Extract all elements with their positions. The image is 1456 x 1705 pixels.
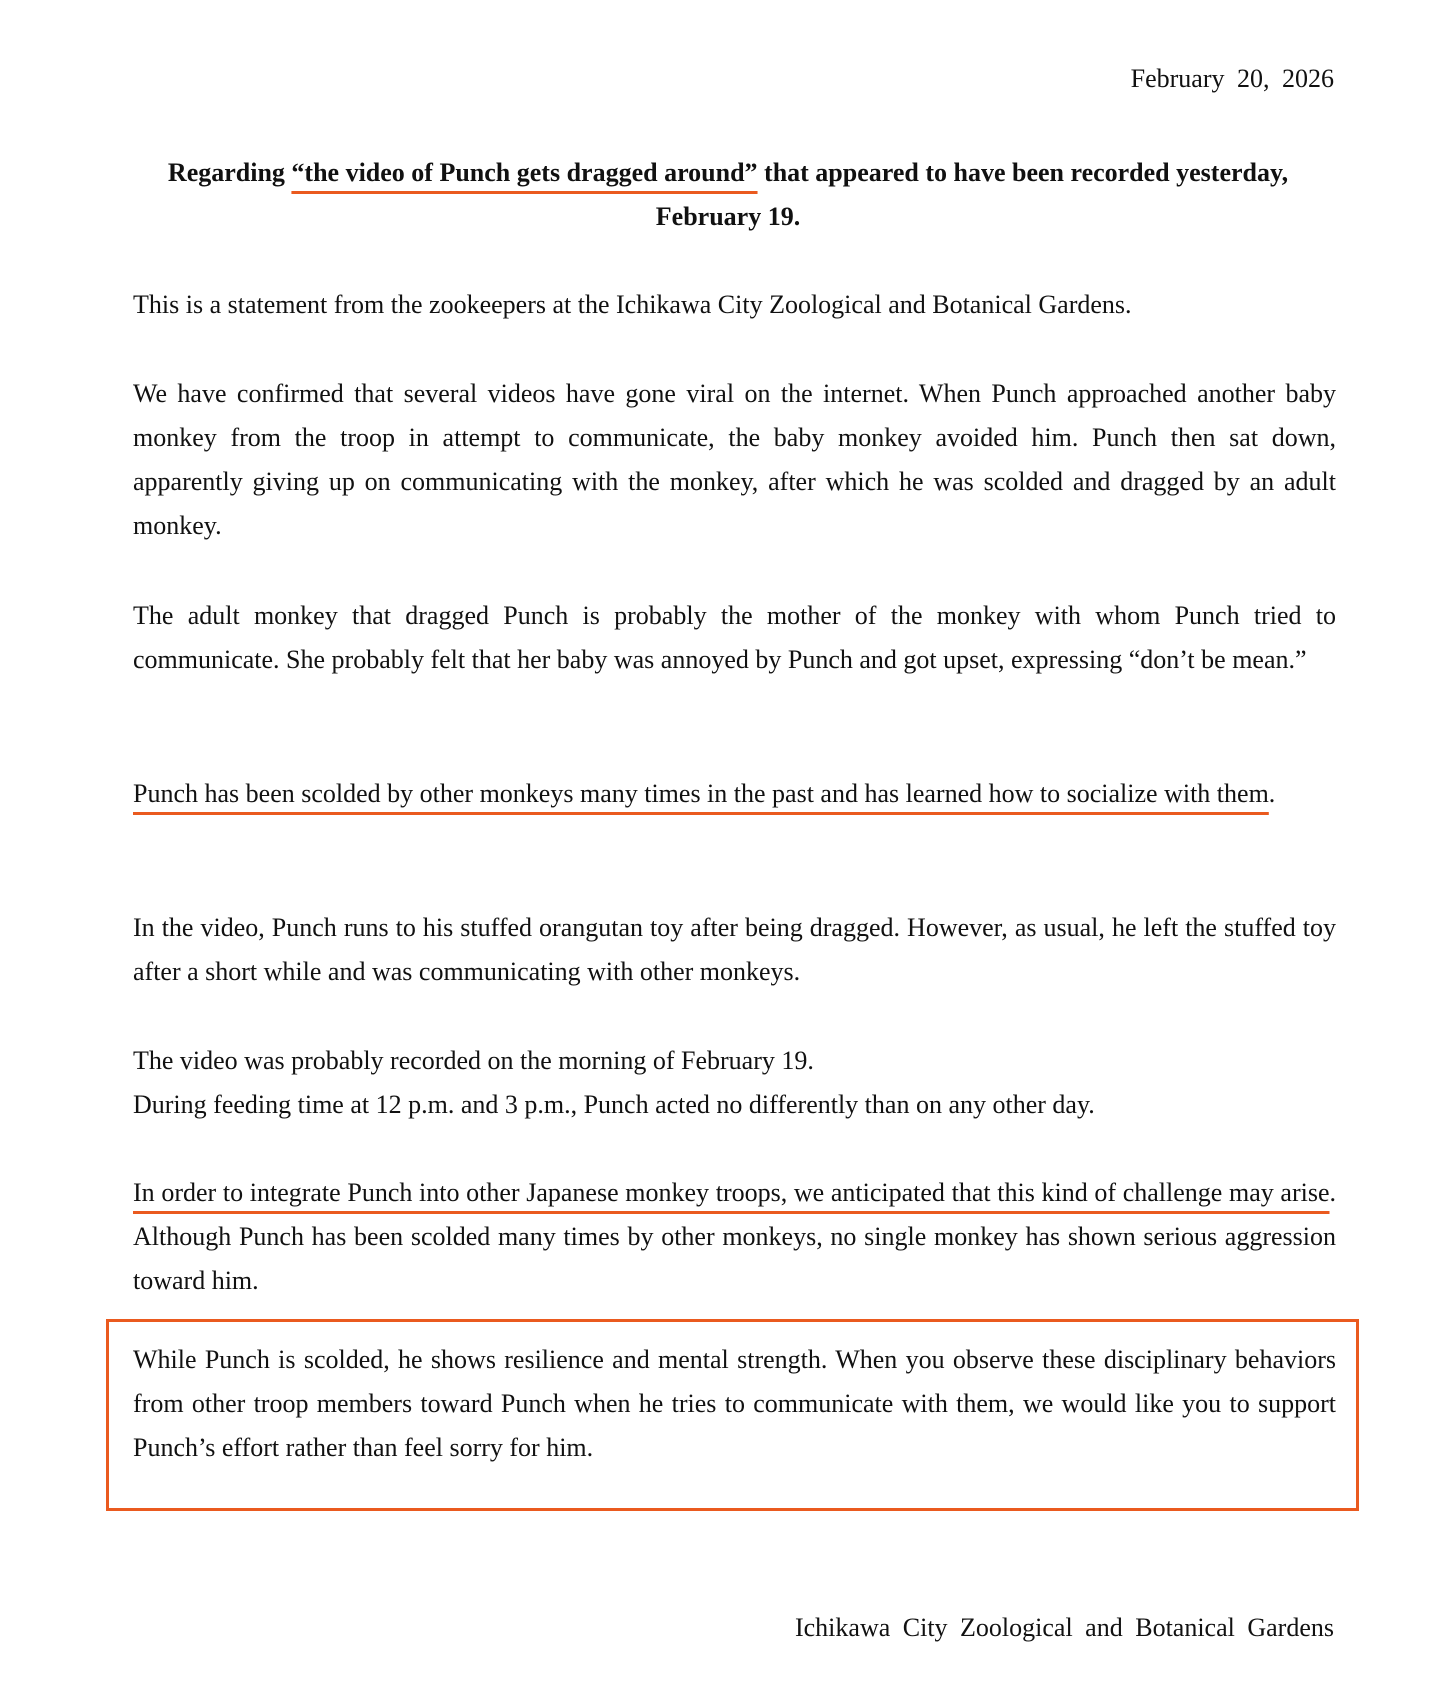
viral-video-paragraph: We have confirmed that several videos have gone viral on the internet. When Punch approached another baby monkey from the troop in attempt to communicate, the baby monkey avoided him. Punch then sat down, apparently giving up on communicating with the monkey, after which he was scolded and dragged by an adult monkey.: [133, 379, 1336, 540]
socialize-period: .: [1268, 779, 1276, 808]
title-prefix: Regarding: [167, 158, 292, 187]
organization-signature: Ichikawa City Zoological and Botanical Gardens: [794, 1613, 1334, 1642]
adult-monkey-paragraph: The adult monkey that dragged Punch is probably the mother of the monkey with whom Punch tried to communicate. She probably felt that her baby was annoyed by Punch and got upset, expressing “don’t be mean.”: [133, 601, 1336, 674]
support-callout-box: [106, 1319, 1359, 1511]
integration-highlight: In order to integrate Punch into other Japanese monkey troops, we anticipated that this kind of challenge may arise: [133, 1178, 1330, 1207]
socialize-highlight: Punch has been scolded by other monkeys many times in the past and has learned how to socialize with them: [133, 779, 1269, 808]
stuffed-toy-paragraph: In the video, Punch runs to his stuffed orangutan toy after being dragged. However, as usual, he left the stuffed toy after a short while and was communicating with other monkeys.: [133, 913, 1336, 986]
support-callout-text: While Punch is scolded, he shows resilience and mental strength. When you observe these disciplinary behaviors from other troop members toward Punch when he tries to communicate with them, we would like you to support Punch’s effort rather than feel sorry for him.: [133, 1345, 1336, 1462]
statement-date: February 20, 2026: [1130, 64, 1334, 93]
integration-paragraph: [133, 1171, 1336, 1303]
title-highlight: “the video of Punch gets dragged around”: [291, 158, 758, 187]
intro-paragraph: This is a statement from the zookeepers at the Ichikawa City Zoological and Botanical Gardens.: [133, 290, 1132, 319]
socialize-paragraph: [133, 772, 1336, 816]
integration-rest: . Although Punch has been scolded many times by other monkeys, no single monkey has shown serious aggression toward him.: [133, 1178, 1336, 1295]
feeding-time-line: During feeding time at 12 p.m. and 3 p.m., Punch acted no differently than on any other day.: [133, 1090, 1095, 1119]
recording-time-paragraph: [133, 1039, 1336, 1127]
recording-time-line: The video was probably recorded on the morning of February 19.: [133, 1046, 814, 1075]
statement-title: [140, 151, 1316, 239]
title-suffix: that appeared to have been recorded yesterday, February 19.: [655, 158, 1289, 231]
